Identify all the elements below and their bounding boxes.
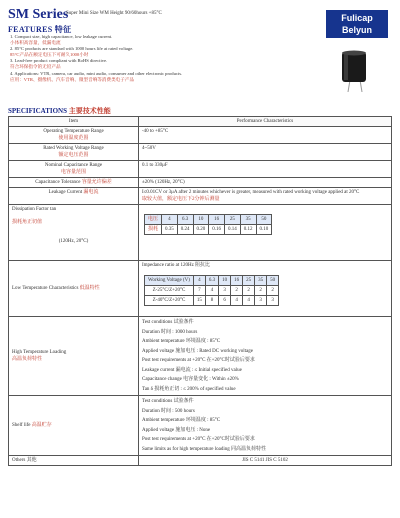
feature-item: 符合环保指令的无铅产品 <box>10 64 61 70</box>
specifications-table <box>8 116 392 466</box>
df-table: 电压 4 6.3 10 16 25 35 50 损耗 0.35 0.24 0.20 0.16 0.14 0.12 0.10 <box>144 214 272 235</box>
brand-name-cn: Belyun <box>341 25 372 35</box>
table-row: Nominal Capacitance Range 电容量范围 0.1 to 330μF <box>9 161 392 178</box>
specifications-heading: SPECIFICATIONS 主要技术性能 <box>8 107 111 115</box>
table-row: Leakage Current 漏电流 I≤0.01CV or 3μA after 2 minutes whichever is greater, measured with rated working voltage applied at 20°C 取较大值，额定电压下2分钟后测量 <box>9 188 392 205</box>
table-row: Others 其他 JIS C 5141 JIS C 5102 <box>9 456 392 466</box>
table-row: Operating Temperature Range 使用温度范围 -40 to +85°C <box>9 127 392 144</box>
feature-item: 小体积高容量，低漏电流 <box>10 40 61 46</box>
feature-item: 4. Applications: VTR, camera, car audio, mini audio, consumer and other electronic products. <box>10 70 183 76</box>
features-heading: FEATURES 特征 <box>8 25 72 34</box>
feature-item: 2. 85°C products are standard with 1000 hours life at rated voltage. <box>10 46 134 52</box>
brand-name: Fulicap <box>341 13 373 23</box>
impedance-table: Working Voltage (V) 4 6.3 10 16 25 35 50 Z-25°C/Z+20°C 7 4 3 2 2 2 2 Z-40°C/Z+20°C 15 8 6 4 4 3 3 <box>144 275 279 306</box>
capacitor-image <box>334 50 374 92</box>
feature-item: 应用：VTR、摄像机、汽车音响、微型音响等消费类电子产品 <box>10 76 135 82</box>
feature-item: 3. Lead-free product compliant with RoHS directive. <box>10 58 108 64</box>
col-performance-header: Performance Characteristics <box>139 117 392 127</box>
features-list <box>10 34 260 83</box>
feature-item: 85°C产品在额定电压下可耐久1000小时 <box>10 52 89 58</box>
table-row: Low Temperature Characteristics 低温特性 Impedance ratio at 120Hz 阻抗比 Working Voltage (V) 4 6.3 10 16 25 35 50 Z-25°C/Z+20°C 7 4 3 2 2 2 2 Z-40°C/Z+20°C 15 8 6 4 4 3 3 <box>9 261 392 317</box>
col-item-header: Item <box>9 117 139 127</box>
series-title: SM Series <box>8 7 69 22</box>
series-subtitle: Super Mini Size WM Height 90/60hours +85°C <box>66 11 162 16</box>
brand-logo <box>326 10 388 38</box>
table-row: Dissipation Factor tan 损耗角正切值 (120Hz, 20°C) 电压 4 6.3 10 16 25 35 50 损耗 0.35 0.24 0.20 0.16 0.14 0.12 0.10 <box>9 205 392 261</box>
table-row: Shelf life 高温贮存 Test conditions 试验条件 Duration 时间 : 500 hours Ambient temperature 环境温度 : 85°C Applied voltage 施加电压 : None Post test requirements at +20°C 在+20°C时试验后要求 Same limits as for high temperature loading 同高温负荷特性 <box>9 396 392 456</box>
feature-item: 1. Compact size, high capacitance, low leakage current. <box>10 34 113 39</box>
table-row: High Temperature Loading 高温负荷特性 Test conditions 试验条件 Duration 时间 : 1000 hours Ambient temperature 环境温度 : 85°C Applied voltage 施加电压 : Rated DC working voltage Post test requirements at +20°C 在+20°C时试验后要求 Leakage current 漏电流 : ≤ Initial specified value Capacitance change 电容量变化 : Within ±20% Tan δ 损耗角正切 : ≤ 200% of specified value <box>9 317 392 396</box>
table-row: Rated Working Voltage Range 额定电压范围 4~50V <box>9 144 392 161</box>
table-row: Capacitance Tolerance 容量允许偏差 ±20% (120Hz, 20°C) <box>9 178 392 188</box>
